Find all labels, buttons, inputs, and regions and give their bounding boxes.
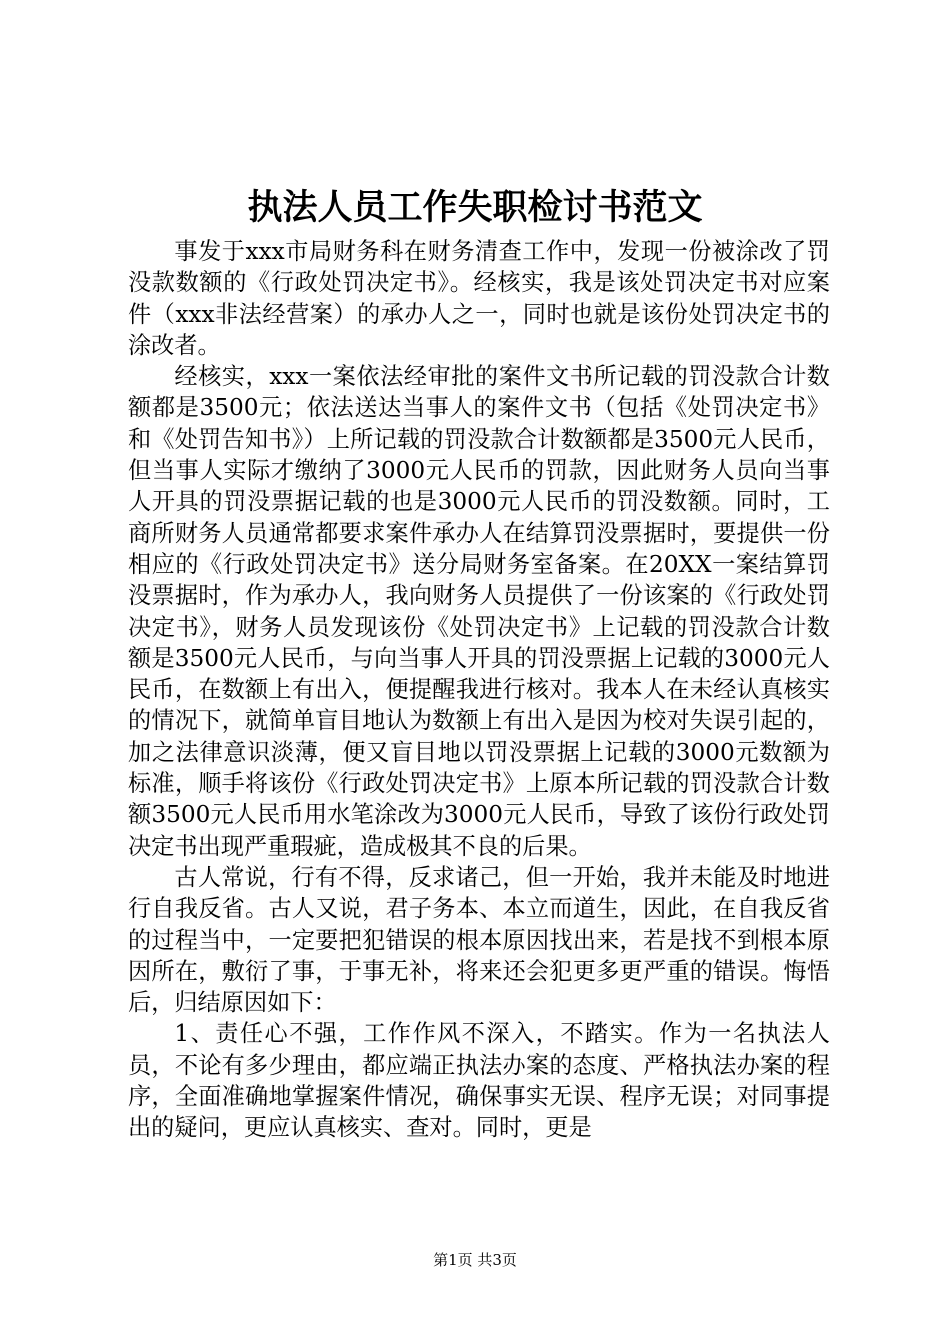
page-footer: 第1页 共3页 xyxy=(433,1251,517,1269)
document-body xyxy=(128,236,830,1144)
document-title: 执法人员工作失职检讨书范文 xyxy=(247,187,703,228)
paragraph-4: 1、责任心不强，工作作风不深入，不踏实。作为一名执法人员，不论有多少理由，都应端正执法办案的态度、严格执法办案的程序，全面准确地掌握案件情况，确保事实无误、程序无误；对同事提出的疑问，更应认真核实、查对。同时，更是 xyxy=(128,1020,830,1142)
paragraph-2: 经核实，xxx一案依法经审批的案件文书所记载的罚没款合计数额都是3500元；依法送达当事人的案件文书（包括《处罚决定书》和《处罚告知书》）上所记载的罚没款合计数额都是3500元人民币，但当事人实际才缴纳了3000元人民币的罚款，因此财务人员向当事人开具的罚没票据记载的也是3000元人民币的罚没数额。同时，工商所财务人员通常都要求案件承办人在结算罚没票据时，要提供一份相应的《行政处罚决定书》送分局财务室备案。在20XX一案结算罚没票据时，作为承办人，我向财务人员提供了一份该案的《行政处罚决定书》，财务人员发现该份《处罚决定书》上记载的罚没款合计数额是3500元人民币，与向当事人开具的罚没票据上记载的3000元人民币，在数额上有出入，便提醒我进行核对。我本人在未经认真核实的情况下，就简单盲目地认为数额上有出入是因为校对失误引起的，加之法律意识淡薄，便又盲目地以罚没票据上记载的3000元数额为标准，顺手将该份《行政处罚决定书》上原本所记载的罚没款合计数额3500元人民币用水笔涂改为3000元人民币，导致了该份行政处罚决定书出现严重瑕疵，造成极其不良的后果。 xyxy=(128,363,830,860)
paragraph-3: 古人常说，行有不得，反求诸己，但一开始，我并未能及时地进行自我反省。古人又说，君子务本、本立而道生，因此，在自我反省的过程当中，一定要把犯错误的根本原因找出来，若是找不到根本原因所在，敷衍了事，于事无补，将来还会犯更多更严重的错误。悔悟后，归结原因如下： xyxy=(128,863,830,1017)
paragraph-1: 事发于xxx市局财务科在财务清查工作中，发现一份被涂改了罚没款数额的《行政处罚决定书》。经核实，我是该处罚决定书对应案件（xxx非法经营案）的承办人之一，同时也就是该份处罚决定书的涂改者。 xyxy=(128,238,830,359)
